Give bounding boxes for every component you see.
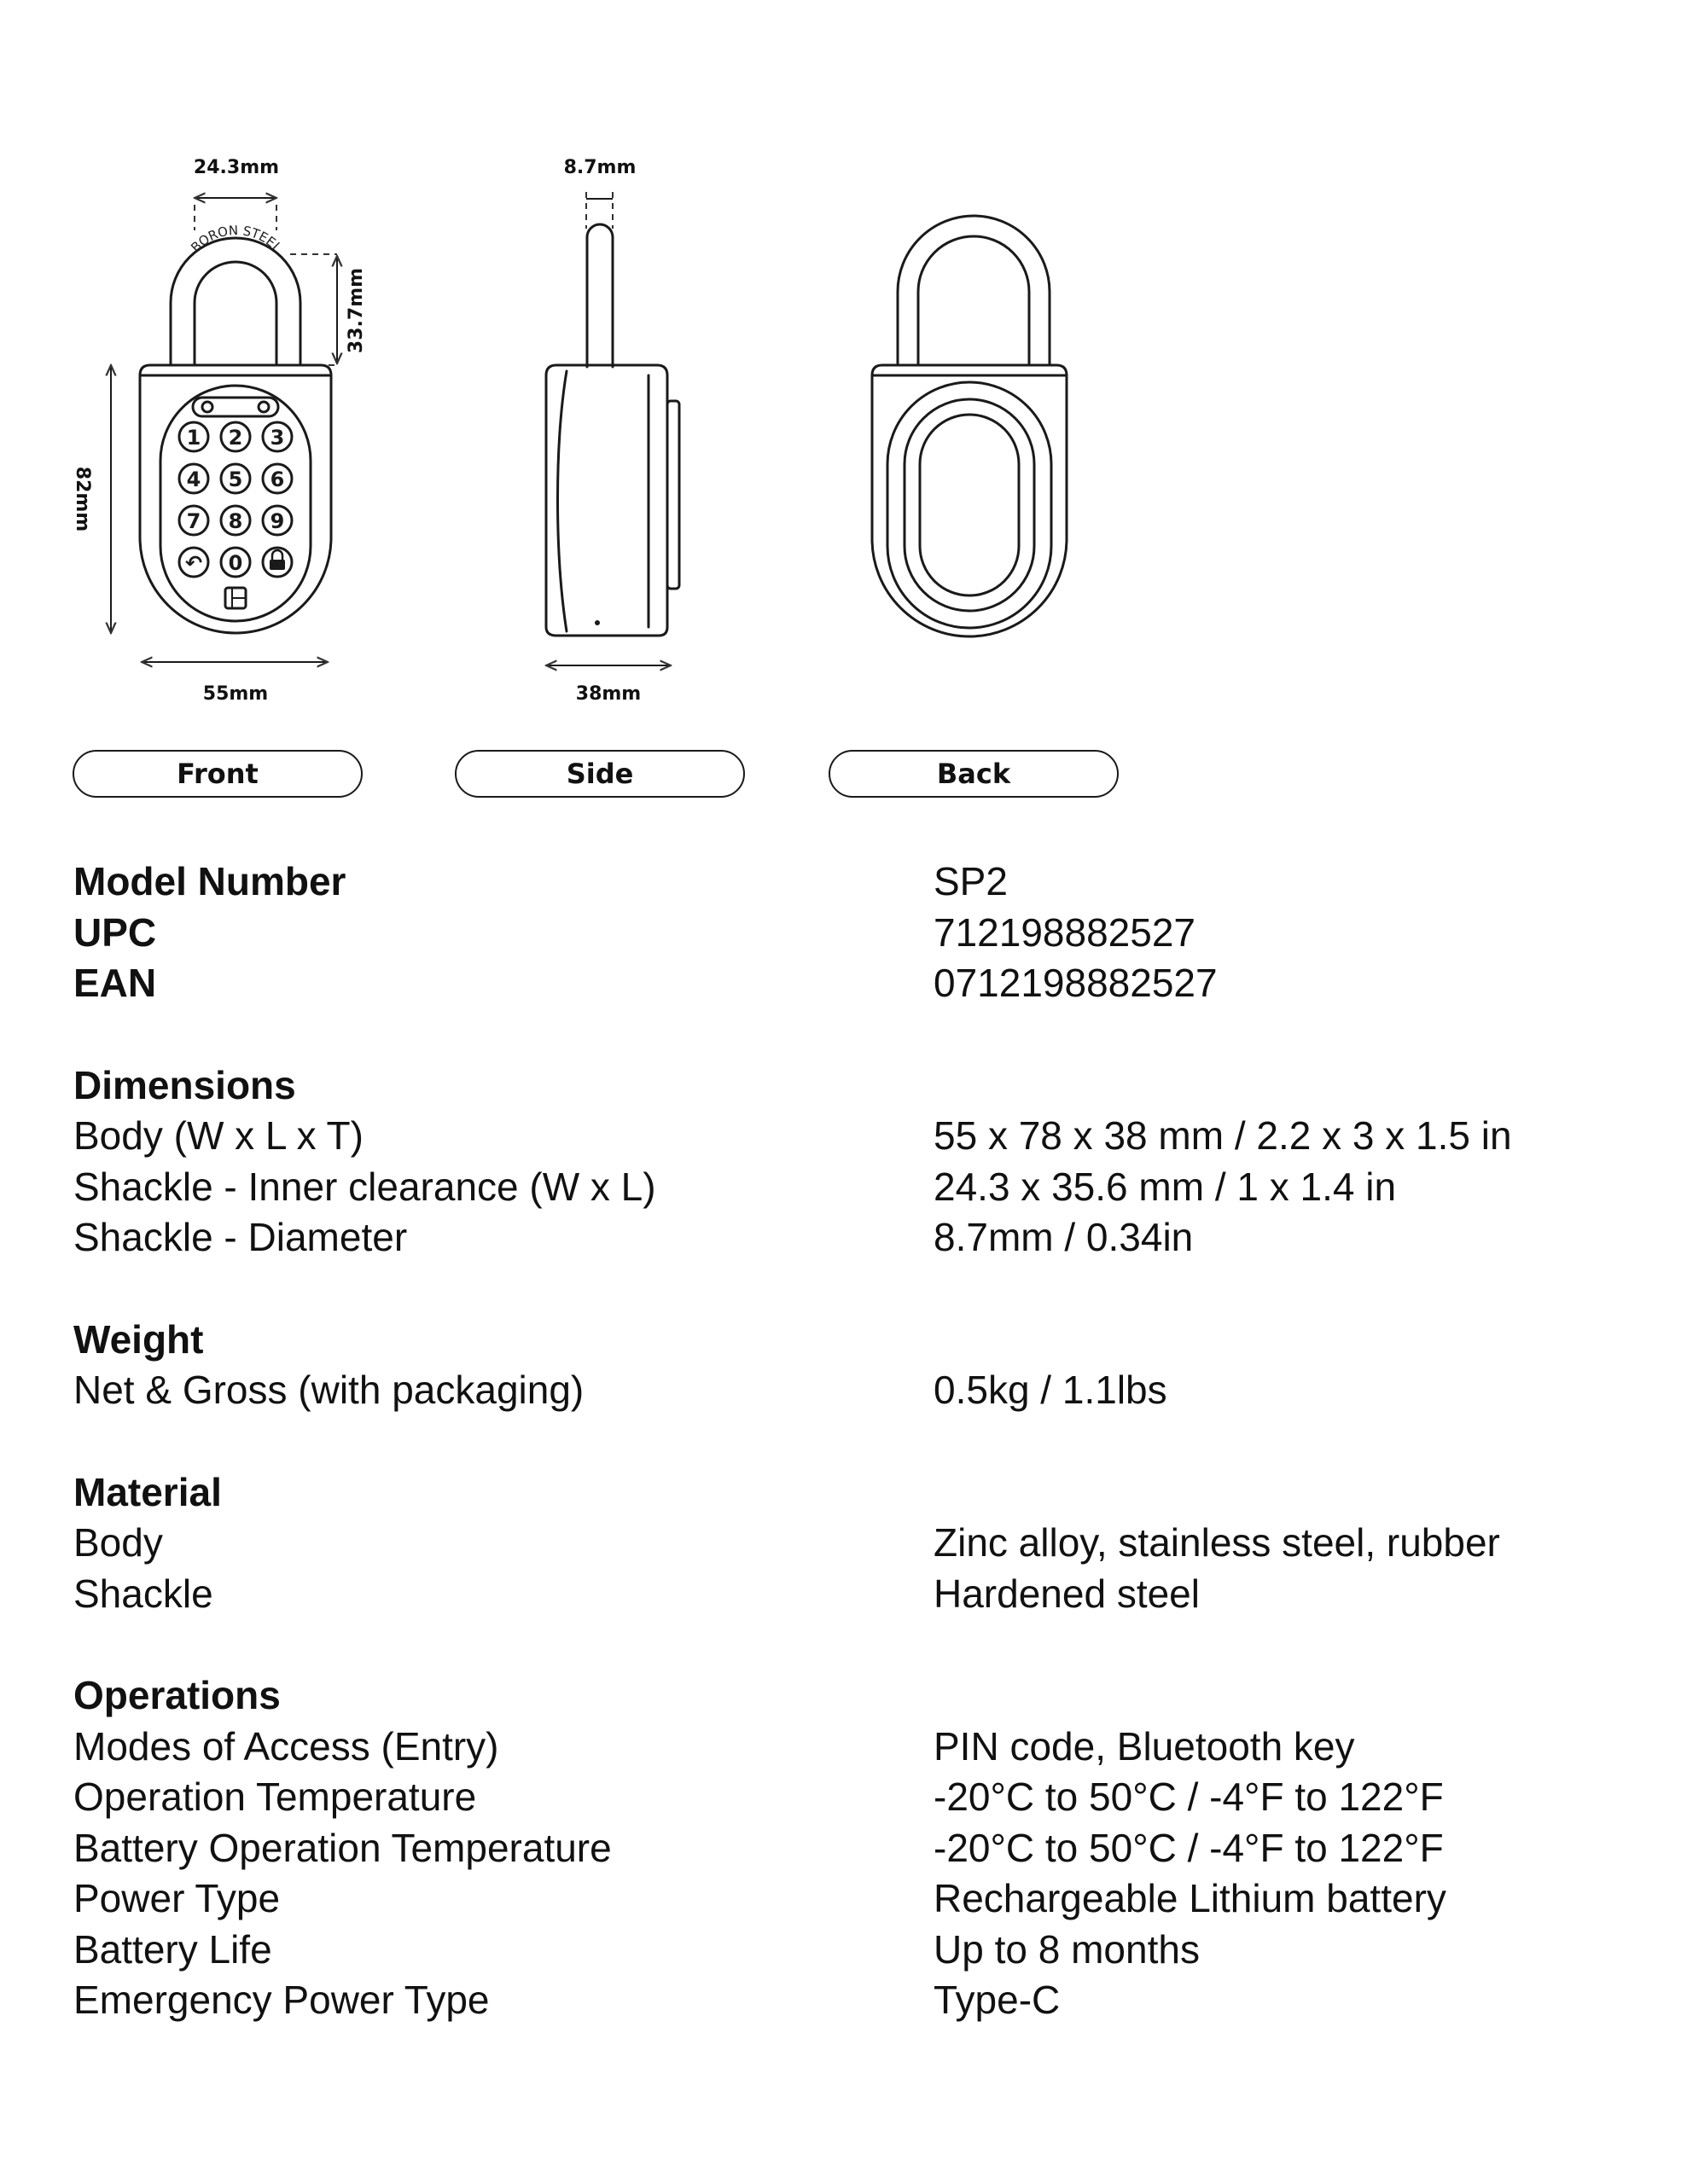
- front-view-label: Front: [73, 750, 363, 798]
- spec-row: [73, 1111, 1661, 1162]
- front-view-drawing: [72, 157, 367, 705]
- spec-row: [73, 1925, 1661, 1976]
- spec-label: Shackle: [73, 1571, 213, 1616]
- side-shackle: [587, 224, 613, 367]
- back-plate-outer: [887, 382, 1051, 628]
- side-view-drawing: [546, 157, 679, 705]
- back-view-label: Back: [829, 750, 1119, 798]
- section-heading-weight: Weight: [73, 1316, 204, 1362]
- spec-row-ean: [73, 958, 1661, 1009]
- spec-label: Shackle - Inner clearance (W x L): [73, 1164, 656, 1209]
- side-view-label: Side: [455, 750, 745, 798]
- keypad-key-4: [179, 464, 208, 493]
- keypad-indicator-led-left: [202, 402, 212, 412]
- keypad-key-1: [179, 422, 208, 451]
- spec-label: Net & Gross (with packaging): [73, 1368, 585, 1413]
- svg-text:4: 4: [186, 468, 201, 491]
- spec-label: Power Type: [73, 1876, 281, 1921]
- spec-row: [73, 1873, 1661, 1925]
- back-view-drawing: [872, 216, 1067, 636]
- spec-row: [73, 1772, 1661, 1823]
- spec-group-dimensions: [73, 1060, 1661, 1263]
- front-body: [140, 365, 331, 633]
- spec-row: [73, 1162, 1661, 1213]
- side-body-front-curve: [558, 371, 567, 631]
- spec-group-operations: [73, 1670, 1661, 2026]
- keypad-key-0: [221, 548, 250, 577]
- front-shackle: [171, 238, 300, 365]
- spec-value: 712198882527: [934, 909, 1195, 955]
- spec-value: 24.3 x 35.6 mm / 1 x 1.4 in: [934, 1164, 1397, 1209]
- spec-value: -20°C to 50°C / -4°F to 122°F: [934, 1774, 1444, 1820]
- shackle-engraving: BORON STEEL: [188, 222, 285, 256]
- keypad-key-8: [221, 506, 250, 535]
- keypad-key-5: [221, 464, 250, 493]
- spec-value: Rechargeable Lithium battery: [934, 1876, 1446, 1921]
- side-port-dot: [595, 620, 600, 625]
- spec-value: SP2: [934, 859, 1008, 904]
- spec-label: Battery Life: [73, 1926, 272, 1972]
- spec-value: 0.5kg / 1.1lbs: [934, 1368, 1167, 1413]
- shackle-width-dimension: 24.3mm: [193, 157, 280, 178]
- spec-value: Up to 8 months: [934, 1926, 1200, 1972]
- spec-value: Hardened steel: [934, 1571, 1200, 1616]
- keypad-key-7: [179, 506, 208, 535]
- keypad-key-9: [263, 506, 292, 535]
- spec-row: [73, 1722, 1661, 1773]
- svg-text:3: 3: [270, 426, 285, 450]
- keypad-key-6: [263, 464, 292, 493]
- specifications-table: [73, 857, 1661, 2077]
- spec-row: [73, 1212, 1661, 1263]
- body-height-dimension: 82mm: [72, 466, 93, 532]
- spec-row-model-number: [73, 857, 1661, 908]
- back-shackle: [898, 216, 1050, 365]
- spec-row: [73, 1569, 1661, 1620]
- spec-value: -20°C to 50°C / -4°F to 122°F: [934, 1825, 1444, 1870]
- svg-text:0: 0: [228, 551, 243, 575]
- spec-label: Modes of Access (Entry): [73, 1723, 499, 1769]
- brand-logo-icon: [225, 588, 246, 608]
- spec-label: Body: [73, 1520, 163, 1565]
- spec-label: Emergency Power Type: [73, 1978, 490, 2023]
- padlock-technical-drawings: [0, 0, 1687, 836]
- spec-value: PIN code, Bluetooth key: [934, 1723, 1355, 1769]
- spec-row: [73, 1975, 1661, 2026]
- svg-text:8: 8: [228, 509, 243, 533]
- spec-group-identifiers: [73, 857, 1661, 1009]
- spec-label: Battery Operation Temperature: [73, 1825, 612, 1870]
- keypad-key-3: [263, 422, 292, 451]
- spec-label: Operation Temperature: [73, 1774, 477, 1820]
- spec-row-upc: [73, 908, 1661, 959]
- spec-label: Shackle - Diameter: [73, 1215, 408, 1260]
- svg-text:2: 2: [228, 426, 243, 450]
- keypad-panel: [160, 386, 311, 621]
- keypad-key-lock: [263, 548, 292, 577]
- spec-row: [73, 1518, 1661, 1569]
- svg-text:1: 1: [186, 426, 201, 450]
- spec-value: 8.7mm / 0.34in: [934, 1215, 1194, 1260]
- spec-label: UPC: [73, 909, 157, 955]
- spec-value: 55 x 78 x 38 mm / 2.2 x 3 x 1.5 in: [934, 1113, 1512, 1159]
- spec-value: Type-C: [934, 1978, 1061, 2023]
- back-shackle-inner: [918, 236, 1029, 365]
- spec-label: Body (W x L x T): [73, 1113, 364, 1159]
- keypad-indicator-led-right: [259, 402, 269, 412]
- spec-row: [73, 1365, 1661, 1416]
- spec-label: Model Number: [73, 859, 346, 904]
- spec-label: EAN: [73, 961, 157, 1006]
- back-plate-middle: [905, 399, 1034, 611]
- svg-text:↶: ↶: [184, 551, 203, 575]
- svg-text:9: 9: [270, 509, 285, 533]
- keypad-indicator-slot: [193, 398, 278, 416]
- shackle-diameter-dimension: 8.7mm: [563, 157, 637, 178]
- shackle-height-dimension: 33.7mm: [346, 267, 367, 354]
- svg-text:7: 7: [186, 509, 201, 533]
- section-heading-operations: Operations: [73, 1673, 281, 1717]
- front-shackle-inner: [195, 262, 276, 365]
- spec-value: Zinc alloy, stainless steel, rubber: [934, 1520, 1500, 1565]
- svg-text:5: 5: [228, 468, 243, 491]
- spec-row: [73, 1823, 1661, 1874]
- keypad-key-2: [221, 422, 250, 451]
- svg-text:6: 6: [270, 468, 285, 491]
- back-plate-inner: [920, 415, 1019, 595]
- section-heading-material: Material: [73, 1469, 222, 1514]
- keypad-key-back: [179, 548, 208, 577]
- side-back-plate: [667, 401, 679, 589]
- section-heading-dimensions: Dimensions: [73, 1062, 296, 1107]
- spec-group-material: [73, 1467, 1661, 1620]
- spec-value: 0712198882527: [934, 961, 1218, 1006]
- thickness-dimension: 38mm: [575, 683, 642, 705]
- spec-group-weight: [73, 1315, 1661, 1416]
- body-width-dimension: 55mm: [202, 683, 269, 705]
